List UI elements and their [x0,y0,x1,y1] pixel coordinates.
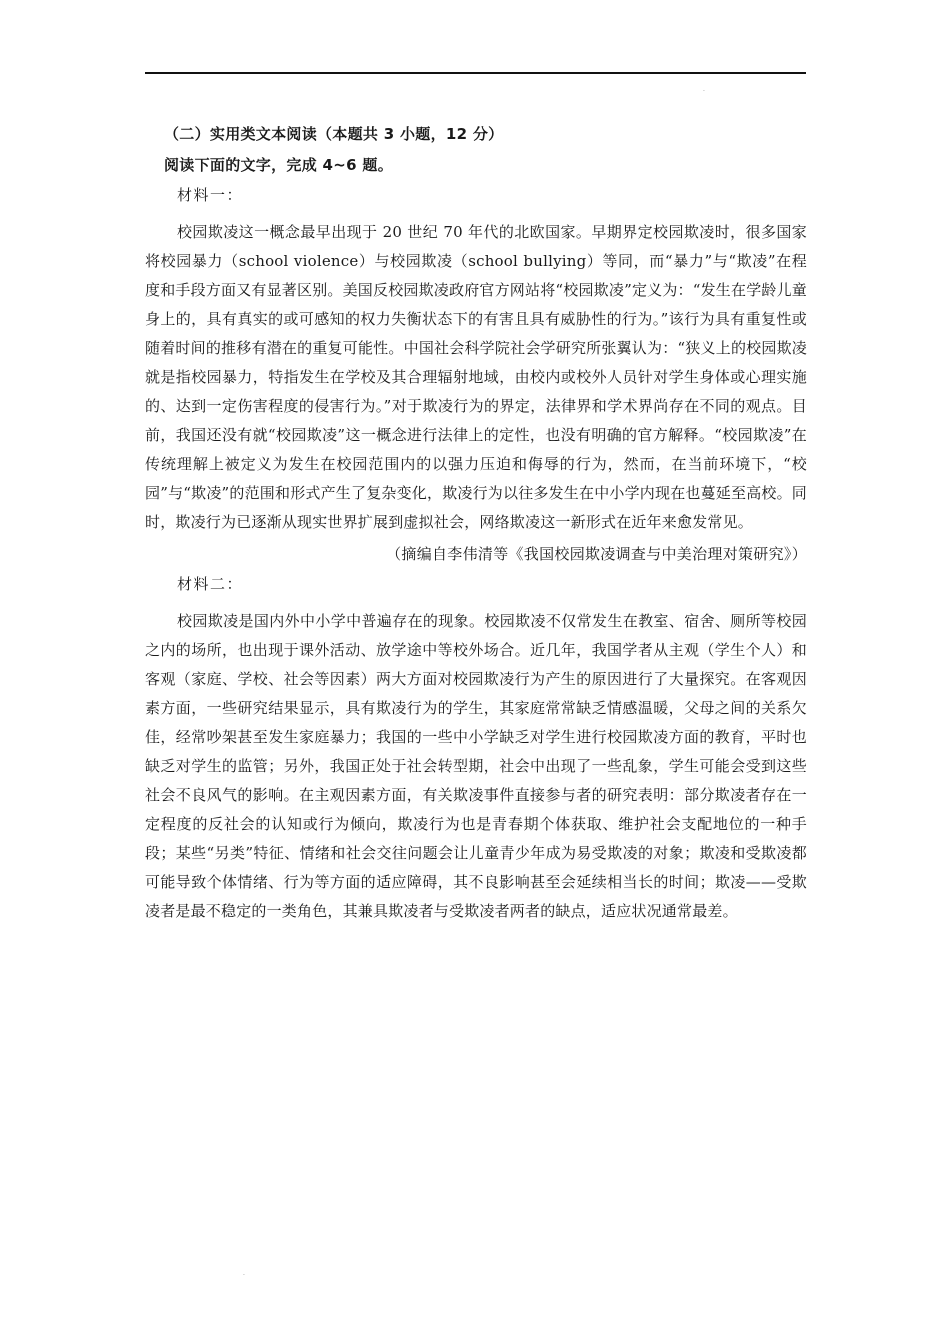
scan-dot: . [703,86,705,93]
header-rule [145,72,806,74]
instruction: 阅读下面的文字，完成 4~6 题。 [164,156,393,174]
material1-label: 材料一： [177,186,244,204]
material1-text: 校园欺凌这一概念最早出现于 20 世纪 70 年代的北欧国家。早期界定校园欺凌时，很多国家将校园暴力（school violence）与校园欺凌（school bullying）等同，而“暴力”与“欺凌”在程度和手段方面又有显著区别。美国反校园欺凌政府官方网站将“校园欺凌”定义为：“发生在学龄儿童身上的，具有真实的或可感知的权力失衡状态下的有害且具有威胁性的行为。”该行为具有重复性或随着时间的推移有潜在的重复可能性。中国社会科学院社会学研究所张翼认为：“狭义上的校园欺凌就是指校园暴力，特指发生在学校及其合理辐射地域，由校内或校外人员针对学生身体或心理实施的、达到一定伤害程度的侵害行为。”对于欺凌行为的界定，法律界和学术界尚存在不同的观点。目前，我国还没有就“校园欺凌”这一概念进行法律上的定性，也没有明确的官方解释。“校园欺凌”在传统理解上被定义为发生在校园范围内的以强力压迫和侮辱的行为，然而，在当前环境下，“校园”与“欺凌”的范围和形式产生了复杂变化，欺凌行为以往多发生在中小学内现在也蔓延至高校。同时，欺凌行为已逐渐从现实世界扩展到虚拟社会，网络欺凌这一新形式在近年来愈发常见。 [145,223,808,531]
material1-source: （摘编自李伟清等《我国校园欺凌调查与中美治理对策研究》） [386,545,807,563]
scan-dot: . [243,1270,245,1277]
material2-text: 校园欺凌是国内外中小学中普遍存在的现象。校园欺凌不仅常发生在教室、宿舍、厕所等校园之内的场所，也出现于课外活动、放学途中等校外场合。近几年，我国学者从主观（学生个人）和客观（家庭、学校、社会等因素）两大方面对校园欺凌行为产生的原因进行了大量探究。在客观因素方面，一些研究结果显示，具有欺凌行为的学生，其家庭常常缺乏情感温暖，父母之间的关系欠佳，经常吵架甚至发生家庭暴力；我国的一些中小学缺乏对学生进行校园欺凌方面的教育，平时也缺乏对学生的监管；另外，我国正处于社会转型期，社会中出现了一些乱象，学生可能会受到这些社会不良风气的影响。在主观因素方面，有关欺凌事件直接参与者的研究表明：部分欺凌者存在一定程度的反社会的认知或行为倾向，欺凌行为也是青春期个体获取、维护社会支配地位的一种手段；某些“另类”特征、情绪和社会交往问题会让儿童青少年成为易受欺凌的对象；欺凌和受欺凌都可能导致个体情绪、行为等方面的适应障碍，其不良影响甚至会延续相当长的时间；欺凌——受欺凌者是最不稳定的一类角色，其兼具欺凌者与受欺凌者两者的缺点，适应状况通常最差。 [145,612,807,920]
section-heading: （二）实用类文本阅读（本题共 3 小题，12 分） [164,125,504,143]
material2-label: 材料二： [177,575,244,593]
document-body [145,124,807,926]
